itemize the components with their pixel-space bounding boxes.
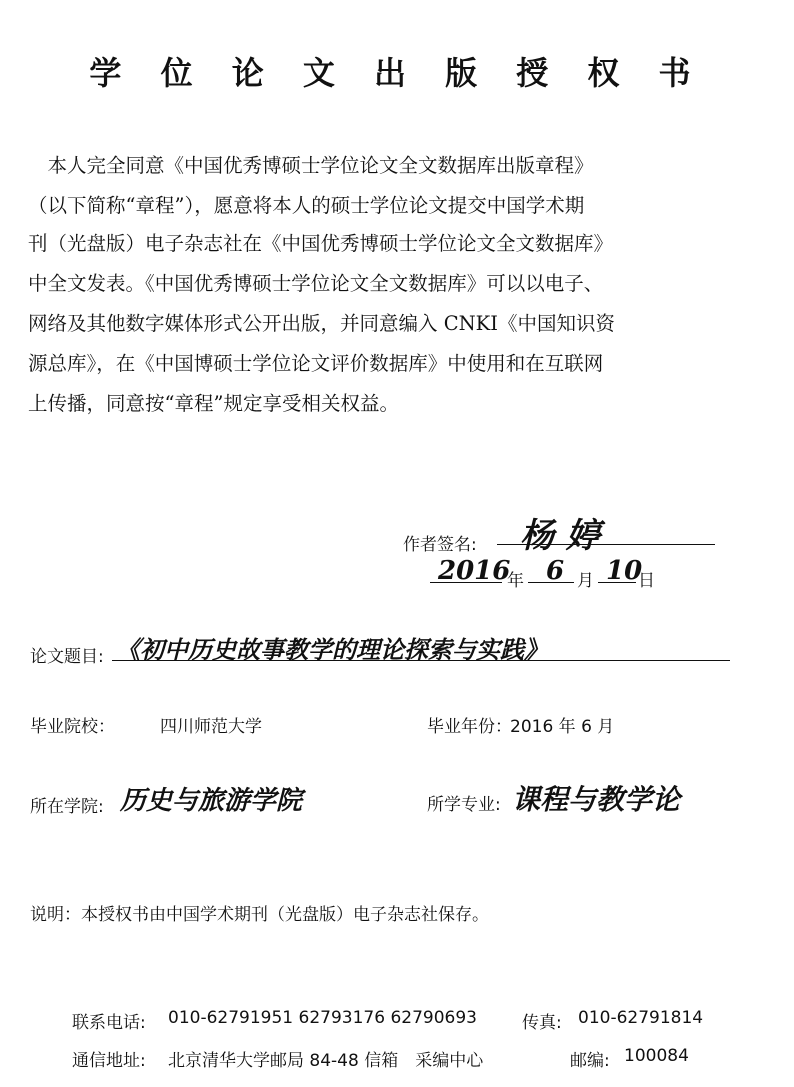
thesis-title-label: 论文题目:	[30, 647, 104, 667]
thesis-title-value: 《初中历史故事教学的理论探索与实践》	[116, 635, 548, 664]
college-label: 所在学院:	[30, 797, 104, 817]
phone-label: 联系电话:	[72, 1013, 146, 1033]
school-label: 毕业院校：	[30, 717, 115, 737]
signature-year: 2016	[438, 556, 511, 586]
grad-year-value: 2016 年 6 月	[510, 717, 615, 737]
college-value: 历史与旅游学院	[120, 786, 303, 816]
page-title: 学 位 论 文 出 版 授 权 书	[89, 54, 705, 92]
paragraph-line: （以下简称“章程”），愿意将本人的硕士学位论文提交中国学术期	[28, 194, 585, 217]
major-label: 所学专业:	[427, 795, 501, 815]
address-value: 北京清华大学邮局 84-48 信箱 采编中心	[168, 1051, 484, 1071]
paragraph-line: 刊（光盘版）电子杂志社在《中国优秀博硕士学位论文全文数据库》	[28, 232, 614, 255]
signature-day: 10	[606, 556, 643, 586]
major-value: 课程与教学论	[512, 783, 681, 816]
year-suffix: 年	[507, 571, 524, 591]
paragraph-line: 中全文发表。《中国优秀博硕士学位论文全文数据库》可以以电子、	[28, 272, 604, 295]
phone-value: 010-62791951 62793176 62790693	[168, 1008, 477, 1028]
day-suffix: 日	[638, 571, 655, 591]
paragraph-line: 网络及其他数字媒体形式公开出版，并同意编入 CNKI《中国知识资	[28, 312, 615, 335]
zip-label: 邮编:	[570, 1051, 610, 1071]
paragraph-line: 本人完全同意《中国优秀博硕士学位论文全文数据库出版章程》	[28, 154, 594, 177]
storage-note: 说明：本授权书由中国学术期刊（光盘版）电子杂志社保存。	[30, 905, 489, 925]
month-suffix: 月	[577, 571, 594, 591]
paragraph-line: 源总库》，在《中国博硕士学位论文评价数据库》中使用和在互联网	[28, 352, 604, 375]
school-value: 四川师范大学	[160, 717, 262, 737]
fax-label: 传真:	[522, 1013, 562, 1033]
fax-value: 010-62791814	[578, 1008, 704, 1028]
zip-value: 100084	[624, 1046, 689, 1066]
paragraph-line: 上传播，同意按“章程”规定享受相关权益。	[28, 392, 399, 415]
address-label: 通信地址:	[72, 1051, 146, 1071]
grad-year-label: 毕业年份：	[427, 717, 512, 737]
signature-month: 6	[546, 556, 565, 586]
author-signature: 杨 婷	[520, 516, 600, 556]
signature-label: 作者签名:	[403, 535, 477, 555]
